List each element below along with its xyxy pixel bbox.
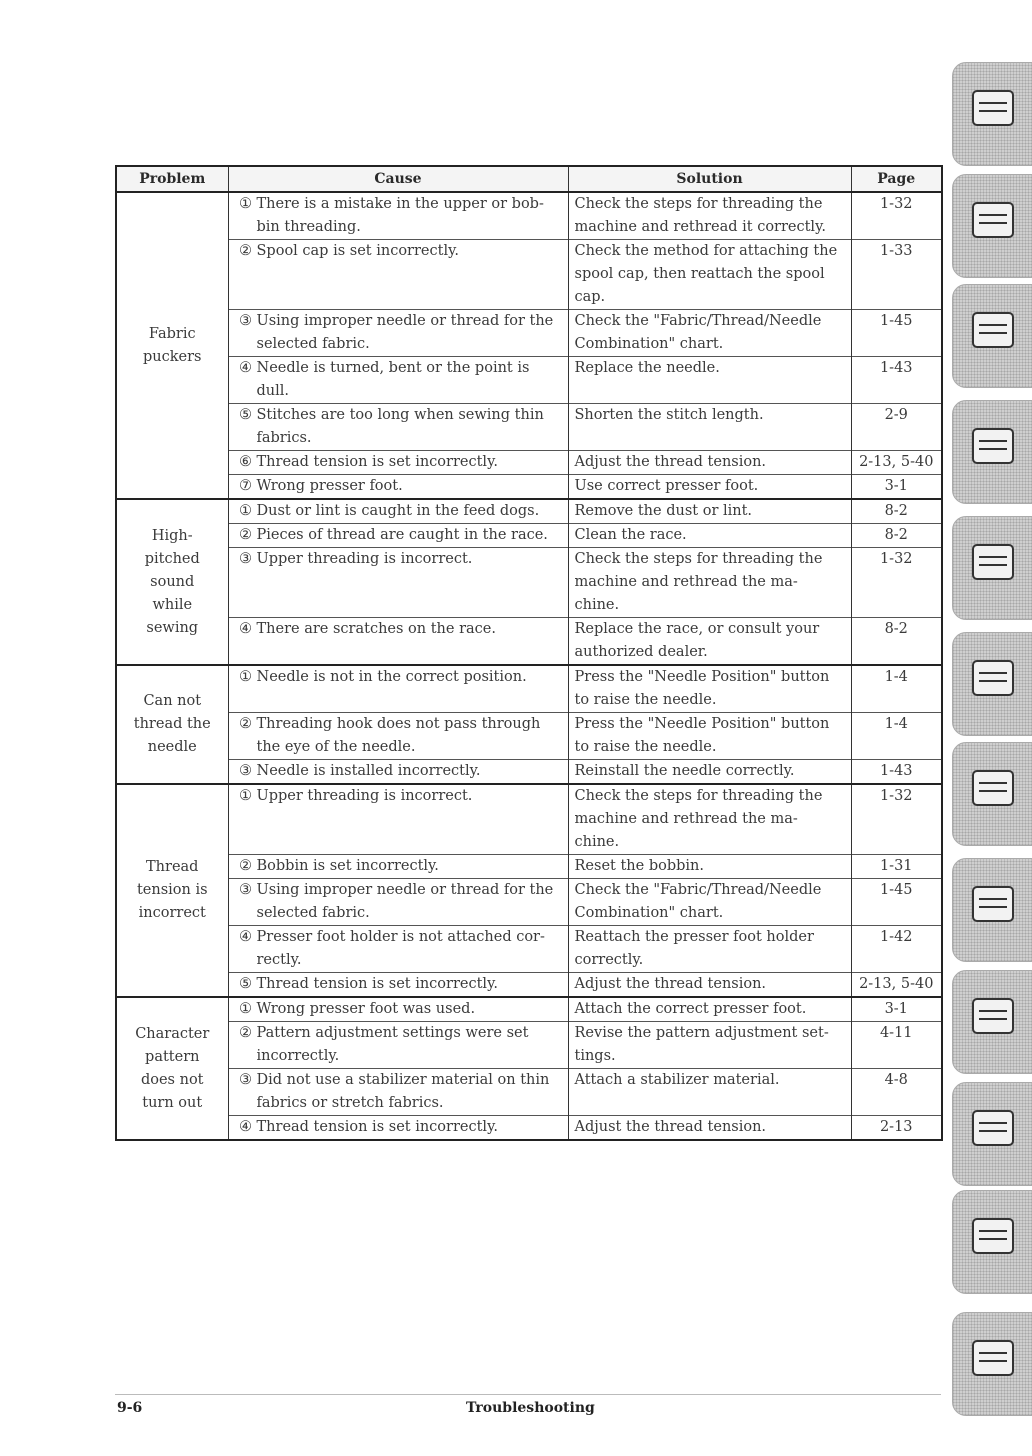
cause-text: Pieces of thread are caught in the race. (256, 527, 548, 543)
page-cell: 2-13 (851, 1116, 942, 1141)
character-shirt-tab-icon (967, 531, 1019, 591)
cause-number: ④ (239, 360, 252, 376)
solution-cell: Clean the race. (568, 524, 851, 548)
cause-cell (228, 524, 568, 548)
cause-number: ⑥ (239, 454, 252, 470)
chapter-tab[interactable] (952, 632, 1032, 736)
solution-cell: Press the "Needle Position" button to raise the needle. (568, 665, 851, 713)
table-row (116, 879, 942, 926)
footer-divider (115, 1394, 941, 1395)
contents-tab-icon (967, 77, 1019, 137)
page-cell: 8-2 (851, 499, 942, 524)
cause-text: Using improper needle or thread for the selected fabric. (256, 313, 554, 352)
table-row (116, 451, 942, 475)
solution-cell: Attach a stabilizer material. (568, 1069, 851, 1116)
problem-line: sound (150, 573, 195, 590)
cause-text: Using improper needle or thread for the selected fabric. (256, 882, 554, 921)
cause-number: ① (239, 503, 252, 519)
solution-cell: Adjust the thread tension. (568, 973, 851, 998)
page-cell: 2-9 (851, 404, 942, 451)
page-cell: 1-4 (851, 665, 942, 713)
cause-text: Dust or lint is caught in the feed dogs. (256, 503, 540, 519)
page-cell: 1-32 (851, 784, 942, 855)
table-row (116, 548, 942, 618)
page-cell: 1-32 (851, 548, 942, 618)
cause-cell (228, 310, 568, 357)
cause-number: ① (239, 669, 252, 685)
solution-cell: Reset the bobbin. (568, 855, 851, 879)
header-problem: Problem (116, 166, 228, 192)
table-row (116, 618, 942, 666)
page-cell: 4-11 (851, 1022, 942, 1069)
cause-number: ④ (239, 621, 252, 637)
cause-cell (228, 240, 568, 310)
edited-shirt-tab-icon (967, 873, 1019, 933)
problem-line: needle (147, 739, 197, 755)
maintenance-tab-icon (967, 985, 1019, 1045)
page-cell: 4-8 (851, 1069, 942, 1116)
cause-text: There are scratches on the race. (256, 621, 496, 637)
cause-number: ④ (239, 929, 252, 945)
table-header-row (116, 166, 942, 192)
page-cell: 1-45 (851, 879, 942, 926)
troubleshooting-table (115, 165, 943, 1141)
cause-text: Thread tension is set incorrectly. (256, 454, 498, 470)
cause-number: ② (239, 858, 252, 874)
thread-spool-tab-icon (967, 299, 1019, 359)
cause-text: Presser foot holder is not attached cor- rectly. (256, 929, 545, 968)
page-cell: 1-4 (851, 713, 942, 760)
table-row (116, 926, 942, 973)
chapter-tab[interactable] (952, 742, 1032, 846)
solution-cell: Adjust the thread tension. (568, 451, 851, 475)
cause-cell (228, 1116, 568, 1141)
cause-cell (228, 997, 568, 1022)
page-cell: 2-13, 5-40 (851, 973, 942, 998)
problem-line: does not (140, 1071, 204, 1088)
cause-number: ② (239, 243, 252, 259)
cause-cell (228, 451, 568, 475)
table-row (116, 357, 942, 404)
table-row (116, 192, 942, 240)
cause-number: ⑤ (239, 407, 252, 423)
cause-cell (228, 665, 568, 713)
problem-line: turn out (142, 1094, 203, 1111)
table-row (116, 240, 942, 310)
cause-number: ⑤ (239, 976, 252, 992)
cause-cell (228, 548, 568, 618)
table-row (116, 1116, 942, 1141)
table-row (116, 1069, 942, 1116)
problem-cell (116, 499, 228, 665)
cause-cell (228, 475, 568, 500)
cause-number: ② (239, 527, 252, 543)
page-cell: 1-32 (851, 192, 942, 240)
cause-cell (228, 192, 568, 240)
cause-number: ③ (239, 763, 252, 779)
cause-number: ② (239, 1025, 252, 1041)
embroidery-frame-tab-icon (967, 647, 1019, 707)
table-row (116, 997, 942, 1022)
cause-text: Needle is installed incorrectly. (256, 763, 481, 779)
cause-cell (228, 1022, 568, 1069)
cause-text: Wrong presser foot was used. (256, 1001, 476, 1017)
solution-cell: Reinstall the needle correctly. (568, 760, 851, 785)
page-cell: 3-1 (851, 475, 942, 500)
page-cell: 8-2 (851, 524, 942, 548)
problem-cell (116, 192, 228, 499)
cause-cell (228, 926, 568, 973)
solution-cell: Use correct presser foot. (568, 475, 851, 500)
shirt-tab-icon (967, 415, 1019, 475)
table-row (116, 475, 942, 500)
cause-cell (228, 1069, 568, 1116)
chapter-tab[interactable] (952, 516, 1032, 620)
problem-line: thread the (133, 716, 211, 732)
solution-cell: Revise the pattern adjustment set- tings. (568, 1022, 851, 1069)
problem-line: sewing (146, 619, 199, 636)
page-cell: 2-13, 5-40 (851, 451, 942, 475)
problem-line: while (152, 596, 193, 613)
cause-text: Upper threading is incorrect. (256, 788, 473, 804)
problem-line: Can not (143, 693, 202, 709)
chapter-tab[interactable] (952, 1190, 1032, 1294)
page-cell: 1-45 (851, 310, 942, 357)
solution-cell: Check the "Fabric/Thread/Needle Combination" chart. (568, 310, 851, 357)
problem-line: High- (151, 527, 193, 544)
cause-text: Upper threading is incorrect. (256, 551, 473, 567)
chapter-tab[interactable] (952, 1082, 1032, 1186)
page-cell: 8-2 (851, 618, 942, 666)
solution-cell: Reattach the presser foot holder correctly. (568, 926, 851, 973)
cause-cell (228, 499, 568, 524)
cause-number: ③ (239, 313, 252, 329)
cause-text: Stitches are too long when sewing thin fabrics. (256, 407, 544, 446)
problem-cell (116, 997, 228, 1140)
cause-text: Thread tension is set incorrectly. (256, 1119, 498, 1135)
page-cell: 1-33 (851, 240, 942, 310)
cause-text: Thread tension is set incorrectly. (256, 976, 498, 992)
solution-cell: Adjust the thread tension. (568, 1116, 851, 1141)
page-cell: 1-43 (851, 357, 942, 404)
cause-cell (228, 618, 568, 666)
table-row (116, 404, 942, 451)
problem-line: tension is (136, 882, 208, 898)
chapter-tab[interactable] (952, 1312, 1032, 1416)
table-row (116, 784, 942, 855)
cause-number: ⑦ (239, 478, 252, 494)
problem-cell (116, 665, 228, 784)
cause-text: Needle is not in the correct position. (256, 669, 527, 685)
table-row (116, 713, 942, 760)
chapter-tab[interactable] (952, 858, 1032, 962)
sewing-machine-tab-icon (967, 189, 1019, 249)
page-cell: 1-31 (851, 855, 942, 879)
page-cell: 3-1 (851, 997, 942, 1022)
page-cell: 1-42 (851, 926, 942, 973)
solution-cell: Press the "Needle Position" button to raise the needle. (568, 713, 851, 760)
chapter-tab[interactable] (952, 970, 1032, 1074)
cause-text: Pattern adjustment settings were set incorrectly. (256, 1025, 529, 1064)
chapter-tab[interactable] (952, 174, 1032, 278)
problem-line: puckers (143, 348, 202, 365)
problem-line: Thread (146, 859, 199, 875)
cause-text: Needle is turned, bent or the point is dull. (256, 360, 530, 399)
cause-cell (228, 404, 568, 451)
cause-number: ③ (239, 551, 252, 567)
cause-text: There is a mistake in the upper or bob- bin threading. (256, 196, 544, 235)
footer-title: Troubleshooting (466, 1400, 595, 1416)
header-page: Page (851, 166, 942, 192)
cause-number: ① (239, 196, 252, 212)
troubleshooting-tab-icon (967, 1097, 1019, 1157)
documents-tab-icon (967, 1205, 1019, 1265)
cause-number: ③ (239, 1072, 252, 1088)
table-row (116, 973, 942, 998)
cause-text: Spool cap is set incorrectly. (256, 243, 459, 259)
solution-cell: Check the steps for threading the machine and rethread it correctly. (568, 192, 851, 240)
page-cell: 1-43 (851, 760, 942, 785)
table-row (116, 524, 942, 548)
table-row (116, 310, 942, 357)
cause-number: ① (239, 1001, 252, 1017)
cause-cell (228, 713, 568, 760)
solution-cell: Replace the needle. (568, 357, 851, 404)
cause-cell (228, 973, 568, 998)
problem-line: Character (135, 1025, 210, 1042)
solution-cell: Replace the race, or consult your authorized dealer. (568, 618, 851, 666)
table-body (116, 192, 942, 1140)
cause-cell (228, 784, 568, 855)
header-solution: Solution (568, 166, 851, 192)
problem-line: incorrect (138, 905, 206, 921)
cause-number: ④ (239, 1119, 252, 1135)
cause-cell (228, 357, 568, 404)
page-number: 9-6 (117, 1400, 143, 1416)
problem-line: Fabric (148, 325, 196, 342)
cause-text: Did not use a stabilizer material on thin fabrics or stretch fabrics. (256, 1072, 550, 1111)
cause-cell (228, 855, 568, 879)
solution-cell: Check the steps for threading the machine and rethread the ma- chine. (568, 548, 851, 618)
table-row (116, 1022, 942, 1069)
problem-cell (116, 784, 228, 997)
monogram-shirt-tab-icon (967, 757, 1019, 817)
cause-cell (228, 879, 568, 926)
cause-number: ② (239, 716, 252, 732)
cause-number: ③ (239, 882, 252, 898)
table-row (116, 499, 942, 524)
table-row (116, 665, 942, 713)
solution-cell: Check the "Fabric/Thread/Needle Combination" chart. (568, 879, 851, 926)
table-row (116, 760, 942, 785)
header-cause: Cause (228, 166, 568, 192)
chapter-tab[interactable] (952, 400, 1032, 504)
solution-cell: Check the steps for threading the machine and rethread the ma- chine. (568, 784, 851, 855)
cause-text: Threading hook does not pass through the eye of the needle. (256, 716, 541, 755)
problem-line: pitched (144, 550, 200, 567)
cause-text: Bobbin is set incorrectly. (256, 858, 439, 874)
cause-cell (228, 760, 568, 785)
chapter-tab[interactable] (952, 284, 1032, 388)
cause-number: ① (239, 788, 252, 804)
table-row (116, 855, 942, 879)
solution-cell: Attach the correct presser foot. (568, 997, 851, 1022)
solution-cell: Remove the dust or lint. (568, 499, 851, 524)
solution-cell: Shorten the stitch length. (568, 404, 851, 451)
cause-text: Wrong presser foot. (256, 478, 403, 494)
chapter-tab[interactable] (952, 62, 1032, 166)
index-tab-icon (967, 1327, 1019, 1387)
problem-line: pattern (145, 1048, 200, 1065)
solution-cell: Check the method for attaching the spool cap, then reattach the spool cap. (568, 240, 851, 310)
